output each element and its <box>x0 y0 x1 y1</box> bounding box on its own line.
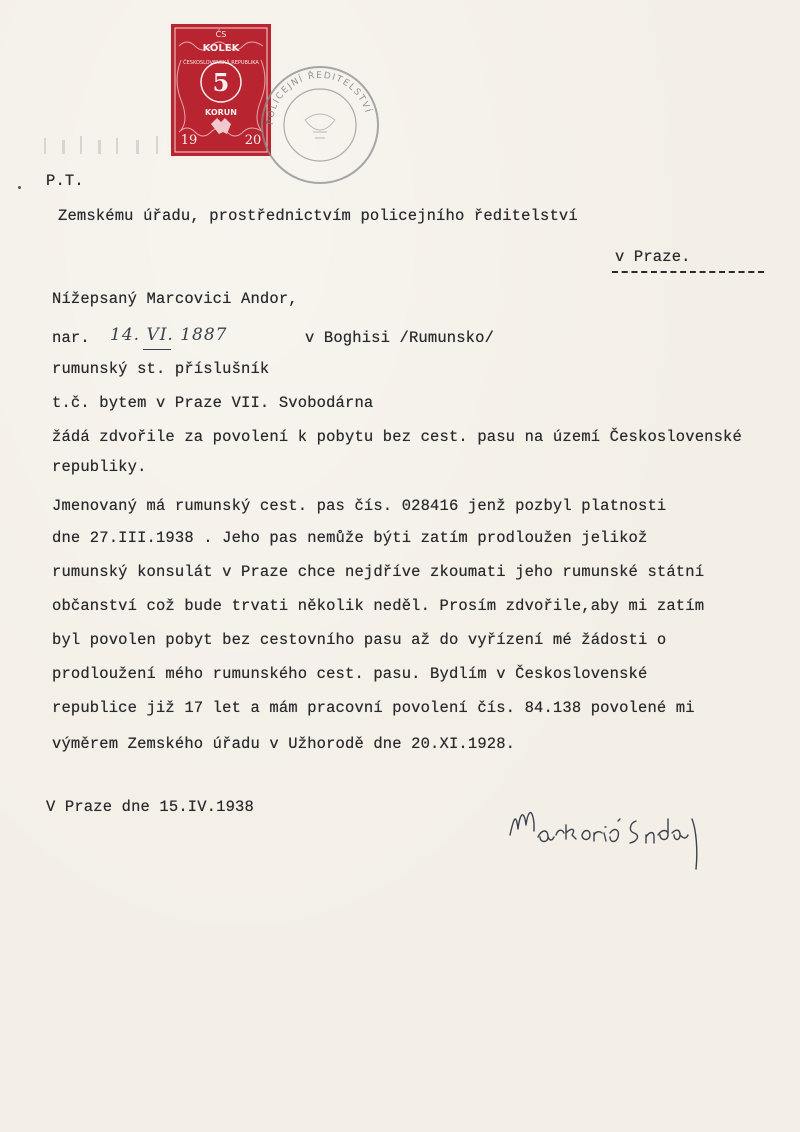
stamp-kolek: KOLEK <box>202 43 240 54</box>
birth-label: nar. <box>52 329 90 347</box>
letter-line: žádá zdvořile za povolení k pobytu bez cest. pasu na území Československé <box>52 428 742 446</box>
stamp-value: 5 <box>212 68 230 97</box>
letter-line: Nížepsaný Marcovici Andor, <box>52 290 298 308</box>
paper-speck <box>18 186 21 189</box>
letter-line: Jmenovaný má rumunský cest. pas čís. 028416 jenž pozbyl platnosti <box>52 497 667 515</box>
letter-line: rumunský konsulát v Praze chce nejdříve zkoumati jeho rumunské státní <box>52 563 705 581</box>
letter-line: t.č. bytem v Praze VII. Svobodárna <box>52 394 374 412</box>
letter-line: republice již 17 let a mám pracovní povolení čís. 84.138 povolené mi <box>52 699 695 717</box>
handwritten-underline <box>143 349 171 350</box>
city-line: v Praze. <box>615 248 691 266</box>
birthplace: v Boghisi /Rumunsko/ <box>305 329 495 347</box>
addressee: Zemskému úřadu, prostřednictvím policejního ředitelství <box>58 207 578 225</box>
letter-line: prodloužení mého rumunského cest. pasu. Bydlím v Československé <box>52 665 648 683</box>
stamp-top-label: ČS <box>215 30 227 39</box>
letter-line: republiky. <box>52 458 147 476</box>
birth-date-handwritten: 14. VI. 1887 <box>110 325 228 345</box>
salutation: P.T. <box>46 172 84 190</box>
city-underline <box>612 271 764 273</box>
handwritten-signature <box>500 795 720 875</box>
svg-text:POLICEJNÍ ŘEDITELSTVÍ <box>266 70 375 125</box>
letter-line: byl povolen pobyt bez cestovního pasu až do vyřízení mé žádosti o <box>52 631 667 649</box>
letter-line: výměrem Zemského úřadu v Užhorodě dne 20.XI.1928. <box>52 735 516 753</box>
letter-line: občanství což bude trvati několik neděl. Prosím zdvořile,aby mi zatím <box>52 597 705 615</box>
stamp-country: ČESKOSLOVENSKÁ REPUBLIKA <box>183 60 259 66</box>
stamp-year-right: 20 <box>244 133 262 148</box>
postmark-seal <box>255 60 385 190</box>
date-line: V Praze dne 15.IV.1938 <box>46 798 254 816</box>
letter-line: rumunský st. příslušník <box>52 360 270 378</box>
stamp-year-left: 19 <box>180 133 198 148</box>
stamp-currency: KORUN <box>205 108 237 117</box>
postmark-text: POLICEJNÍ ŘEDITELSTVÍ <box>265 70 373 126</box>
letter-line: dne 27.III.1938 . Jeho pas nemůže býti zatím prodloužen jelikož <box>52 529 648 547</box>
